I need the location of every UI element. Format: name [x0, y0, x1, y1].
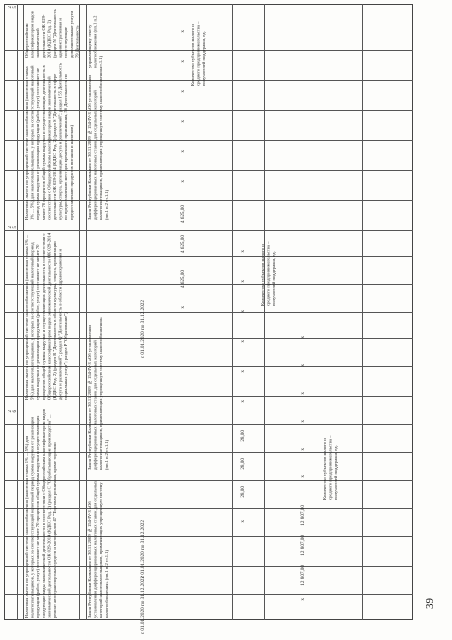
row-number: 2 5 [8, 6, 18, 9]
row-x: x [300, 448, 306, 451]
row-law: Закон Республики Калмыкия от 30.11.2009 № 154-IV-З «Об установлении дифференцированных налоговых ставок для отдельных категорий налогоплательщиков, применяющих упрощенную систему налогообложения» (пп.1 п.2 ст.1.1) [87, 480, 109, 618]
row-x: x [240, 340, 246, 343]
row-value-2: 12 807,00 [300, 535, 306, 556]
row-x: x [240, 370, 246, 373]
row-period: с 01.01.2020 по 31.12.2022 [140, 520, 146, 579]
row-x: x [180, 120, 186, 123]
row-mark: x [240, 520, 246, 523]
row-x: x [240, 280, 246, 283]
row-x: x [180, 90, 186, 93]
row-value-3: 28,00 [240, 430, 246, 442]
row-x: x [300, 364, 306, 367]
row-x: x [300, 392, 306, 395]
row-x: x [300, 475, 306, 478]
row-x: x [180, 60, 186, 63]
row-x: x [180, 150, 186, 153]
row-value-3: 4 625,00 [180, 205, 186, 224]
row-x: x [180, 30, 186, 33]
row-law: Закон Республики Калмыкия от 30.11.2009 № 154-IV-З «Об установлении дифференцированных налоговых ставок для отдельных категорий налогоплательщиков, применяющих упрощенную систему налогообложения» (пп.1 п.2 ст.1.1) [87, 317, 109, 470]
row-x: x [240, 310, 246, 313]
row-result: Количество субъектов малого и среднего предпринимательства – получателей поддержки, ед. [260, 241, 277, 306]
row-number: 2 6 [8, 410, 18, 413]
row-result: Количество субъектов малого и среднего предпринимательства – получателей поддержки, ед. [190, 21, 207, 86]
row-description: Налоговая льгота по упрощенной системе налогообложения (налоговая ставка 1% ... 5%) для налогоплательщиков, у которых за соответствующий налоговый период сумма выручки от реализации продукции (работ, услуг) составляет не менее 70 процентов общей суммы выручки и осуществляющих деятельность в соответствии с Общероссийским классификатором видов экономической деятельности ОК 029-2014 (КДЕС Ред. 2) (раздел S "Деятельность в сфере культуры, спорта, организации досуга и развлечений"; раздел I 55 Деятельность по предоставлению мест для временного проживания, 56 Деятельность по предоставлению продуктов питания и напитков) [24, 63, 74, 220]
row-x: x [240, 250, 246, 253]
row-mark: x [300, 598, 306, 601]
row-description: Налоговая льгота по упрощенной системе налогообложения (налоговая ставка 1% ... 5%) для налогоплательщиков, у которых за соответствующий налоговый период сумма выручки от реализации продукции (работ, услуг) составляет не менее 70 процентов общей суммы выручки и осуществляющих деятельность в соответствии с Общероссийским классификатором видов экономической деятельности ОК 029-2014 (КДЕС Ред. 2) (раздел R "Деятельность в области культуры, спорта, организации досуга и развлечений"; раздел Q "Деятельность в области здравоохранения и социальных услуг"; раздел P "Образование") [24, 232, 69, 400]
row-value-1: 12 807,00 [300, 565, 306, 586]
row-period: с 01.01.2020 по 31.12.2022 [140, 576, 146, 635]
row-value-2: 4 625,00 [180, 235, 186, 254]
top-row-indicator: управляющему тексту налогообложения (пп.1 п.2 ст.1.1) [87, 15, 104, 68]
row-value-2: 28,00 [240, 458, 246, 470]
row-result: Количество субъектов малого и среднего предпринимательства – получателей поддержки, ед. [322, 435, 339, 500]
row-x: x [180, 180, 186, 183]
top-row-description: Общероссийским классификатором видов экономической деятельности ОК 029-2014 (КДЕС Ред. 2) (раздел N "Деятельность административная и сопутствующие дополнительные услуги 79 Деятельность [24, 9, 79, 58]
row-value-1: 28,00 [240, 486, 246, 498]
row-x: x [300, 336, 306, 339]
row-x: x [300, 420, 306, 423]
row-description: Налоговая льгота по упрощенной системе налогообложения (налоговая ставка 1% ... 5%) для налогоплательщиков, у которых за соответствующий налоговый период сумма выручки от реализации продукции (работ, услуг) составляет не менее 70 процентов общей суммы выручки и осуществляющих следующие виды экономической деятельности в соответствии с Общероссийским классификатором видов экономической деятельности ОК 029-2014 (КДЕС Ред. 2) (раздел C "Обрабатывающие производства" ... ремонт автотранспортных средств и мотоциклов 47 "Торговля розничная, кроме торговли [24, 408, 57, 618]
row-number: 2 5 [8, 226, 18, 229]
row-period: с 01.01.2020 по 31.12.2022 [140, 300, 146, 359]
row-mark: x [180, 306, 186, 309]
page-number: 39 [424, 598, 436, 609]
row-value-1: 4 625,00 [180, 270, 186, 289]
row-value-3: 12 807,00 [300, 505, 306, 526]
row-law: Закон Республики Калмыкия от 30.11.2009 № 154-IV-З «Об установлении дифференцированных налоговых ставок для отдельных категорий налогоплательщиков, применяющих упрощенную систему налогообложения» (пп.1 п.2 ст.1.1) [87, 67, 109, 220]
row-x: x [240, 400, 246, 403]
